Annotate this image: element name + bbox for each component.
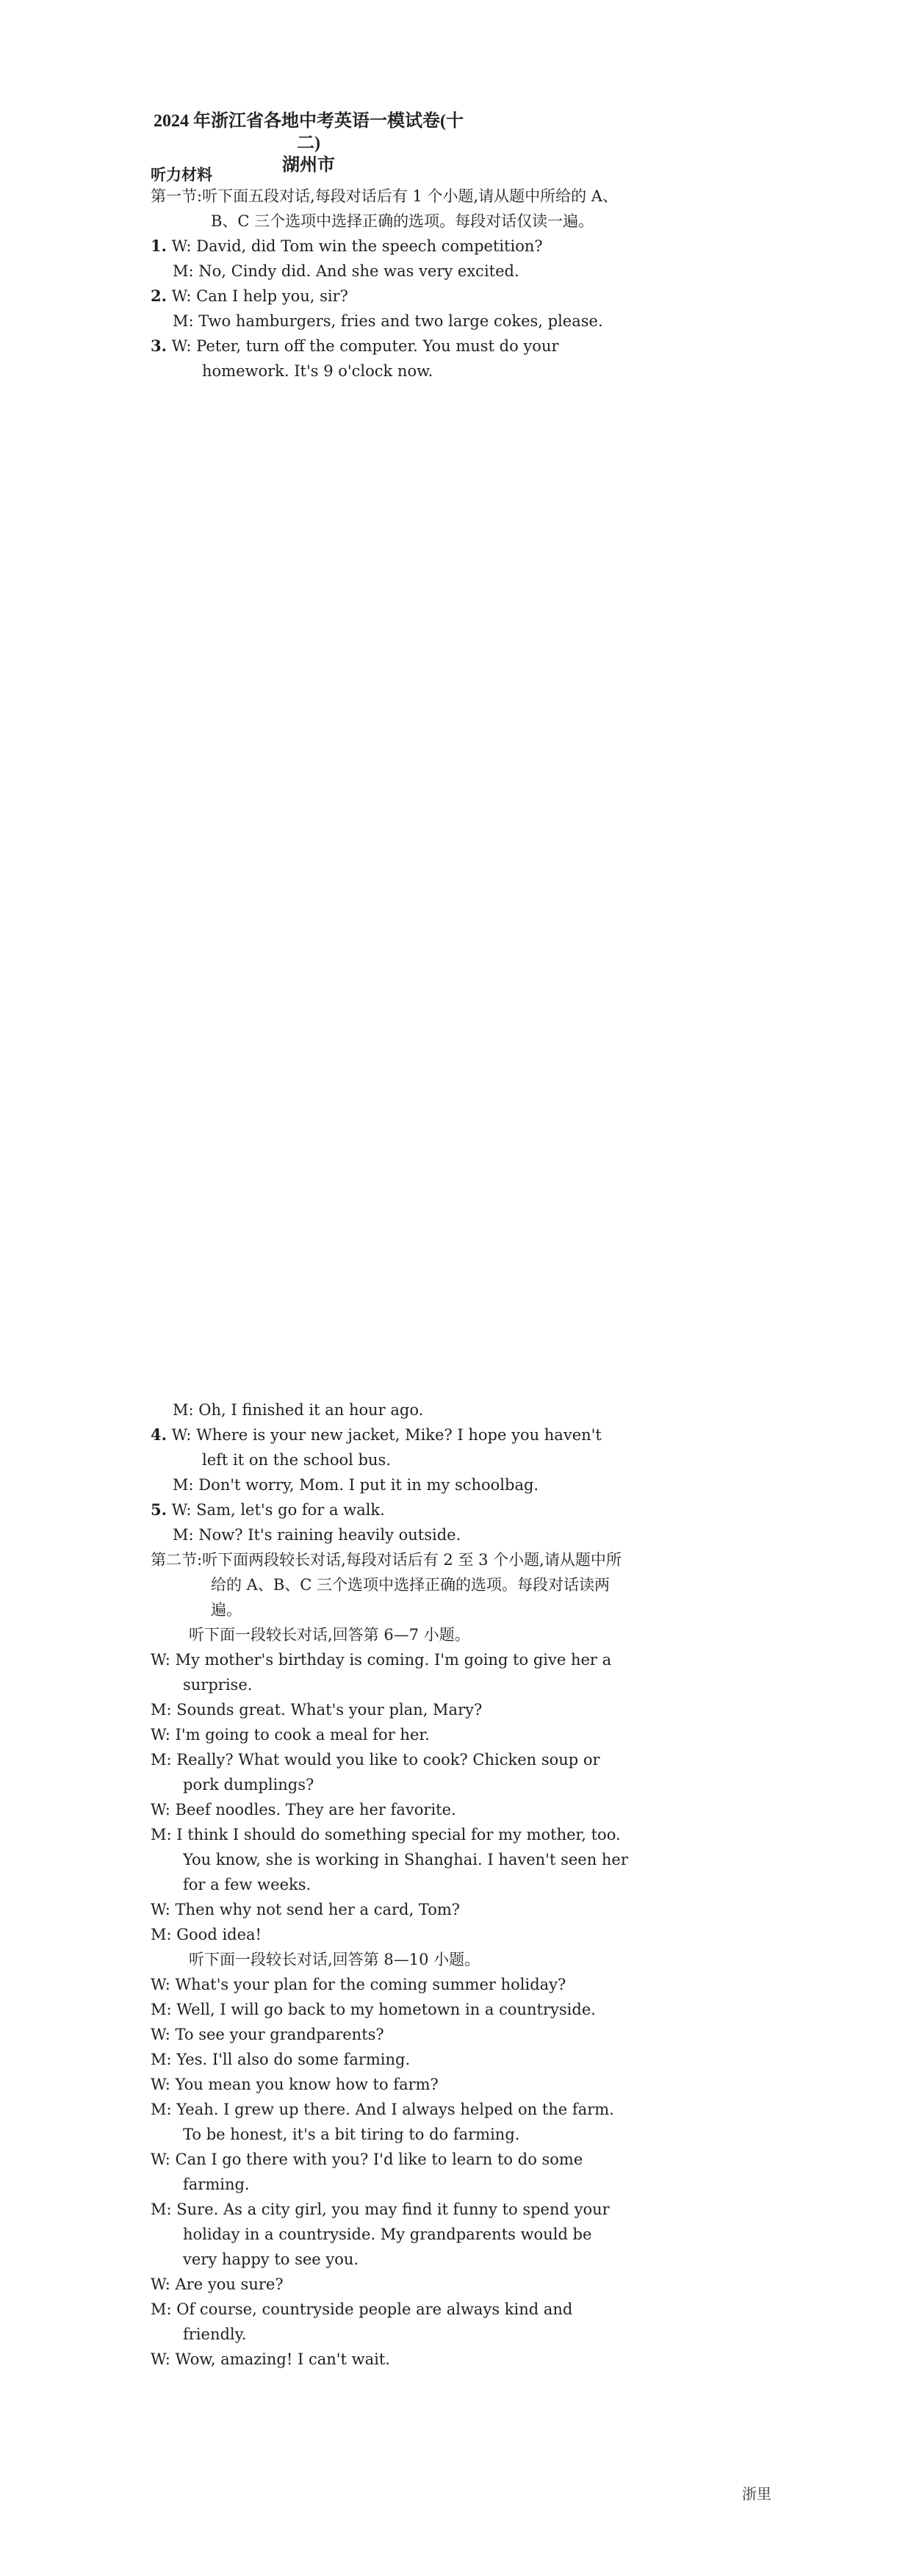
speaker-label: W: <box>171 287 192 305</box>
dialog2-intro: 听下面一段较长对话,回答第 8—10 小题。 <box>189 1951 480 1968</box>
speaker-label: W: <box>151 2275 170 2293</box>
dialog-line <box>151 2047 628 2072</box>
dialog-line <box>151 1747 628 1797</box>
speaker-label: W: <box>151 2026 170 2043</box>
dialog-line <box>151 1797 628 1822</box>
speaker-label: W: <box>151 2076 170 2093</box>
dialog-text: Sam, let's go for a walk. <box>196 1501 385 1519</box>
speaker-label: M: <box>151 2201 172 2218</box>
dialog-line <box>151 1922 628 1947</box>
dialog-text: Really? What would you like to cook? Chicken soup or pork dumplings? <box>176 1751 600 1794</box>
speaker-label: W: <box>171 1426 192 1444</box>
dialog-text: What's your plan for the coming summer holiday? <box>175 1976 566 1993</box>
dialog-line <box>151 2022 628 2047</box>
speaker-label: M: <box>151 2101 172 2118</box>
page-subtitle-city: 湖州市 <box>282 156 335 175</box>
speaker-label: W: <box>151 2151 170 2168</box>
dialog-text: Are you sure? <box>175 2275 284 2293</box>
speaker-label: W: <box>151 1976 170 1993</box>
speaker-label: M: <box>151 2300 172 2318</box>
dialog-line <box>151 2347 628 2372</box>
list-item <box>151 259 628 284</box>
dialog-text: Can I help you, sir? <box>196 287 348 305</box>
dialog-text: My mother's birthday is coming. I'm going to give her a surprise. <box>175 1651 612 1694</box>
dialog-text: Sure. As a city girl, you may find it funny to spend your holiday in a countryside. My grandparents would be very happy to see you. <box>176 2201 610 2268</box>
dialog-text: Where is your new jacket, Mike? I hope you haven't left it on the school bus. <box>196 1426 602 1469</box>
speaker-label: W: <box>151 1726 170 1744</box>
speaker-label: M: <box>173 1526 194 1544</box>
dialog-text: Sounds great. What's your plan, Mary? <box>176 1701 483 1719</box>
dialog-text: Yeah. I grew up there. And I always helped on the farm. To be honest, it's a bit tiring to do farming. <box>176 2101 614 2143</box>
list-item <box>151 1422 628 1472</box>
dialog-text: Now? It's raining heavily outside. <box>198 1526 461 1544</box>
dialog-line <box>151 2297 628 2347</box>
speaker-label: M: <box>173 262 194 280</box>
section-label: 听力材料 <box>151 165 212 184</box>
speaker-label: M: <box>151 2051 172 2068</box>
dialog-text: I think I should do something special for my mother, too. You know, she is working in Shanghai. I haven't seen her for a few weeks. <box>176 1826 628 1893</box>
speaker-label: M: <box>151 1826 172 1843</box>
dialog-line <box>151 1822 628 1897</box>
speaker-label: W: <box>151 1651 170 1669</box>
speaker-label: M: <box>173 1401 194 1419</box>
dialog-text: Of course, countryside people are always kind and friendly. <box>176 2300 573 2343</box>
dialog-text: Peter, turn off the computer. You must do your homework. It's 9 o'clock now. <box>196 337 559 380</box>
dialog-line <box>151 1997 628 2022</box>
dialog-line <box>151 2272 628 2297</box>
speaker-label: W: <box>171 237 192 255</box>
speaker-label: M: <box>173 312 194 330</box>
speaker-label: M: <box>151 1701 172 1719</box>
item-number: 4. <box>151 1425 167 1444</box>
dialog-text: Wow, amazing! I can't wait. <box>175 2350 390 2368</box>
dialog-line <box>151 2097 628 2147</box>
item-number: 3. <box>151 337 167 355</box>
continuation-block <box>151 1397 628 2372</box>
list-item <box>151 234 628 259</box>
part2-instruction: 第二节:听下面两段较长对话,每段对话后有 2 至 3 个小题,请从题中所给的 A、B、C 三个选项中选择正确的选项。每段对话读两遍。 <box>151 1551 622 1619</box>
list-item <box>151 284 628 309</box>
list-item <box>151 334 628 384</box>
speaker-label: M: <box>173 1476 194 1494</box>
part1-instruction: 第一节:听下面五段对话,每段对话后有 1 个小题,请从题中所给的 A、B、C 三个选项中选择正确的选项。每段对话仅读一遍。 <box>151 187 618 230</box>
dialog-line <box>151 2072 628 2097</box>
dialog2 <box>151 1972 628 2372</box>
page-title: 2024 年浙江省各地中考英语一模试卷(十二) <box>154 112 464 153</box>
dialog-line <box>151 1647 628 1697</box>
dialog-line <box>151 1697 628 1722</box>
dialog-line <box>151 1972 628 1997</box>
item-number: 2. <box>151 287 167 305</box>
speaker-label: M: <box>151 1926 172 1943</box>
dialog1-intro: 听下面一段较长对话,回答第 6—7 小题。 <box>189 1626 470 1644</box>
part1-block <box>151 184 628 384</box>
dialog-text: Then why not send her a card, Tom? <box>175 1901 461 1918</box>
dialog-text: Don't worry, Mom. I put it in my schoolbag. <box>198 1476 539 1494</box>
dialog-text: David, did Tom win the speech competition? <box>196 237 543 255</box>
list-item <box>151 1472 628 1497</box>
list-item <box>151 1522 628 1547</box>
dialog-text: Well, I will go back to my hometown in a countryside. <box>176 2001 596 2018</box>
list-item <box>151 1497 628 1522</box>
dialog1 <box>151 1647 628 1947</box>
dialog-line <box>151 1897 628 1922</box>
dialog-text: Yes. I'll also do some farming. <box>176 2051 411 2068</box>
list-item <box>151 1397 628 1422</box>
speaker-label: W: <box>151 1901 170 1918</box>
speaker-label: W: <box>151 1801 170 1818</box>
dialog-text: Can I go there with you? I'd like to learn to do some farming. <box>175 2151 583 2193</box>
dialog-text: To see your grandparents? <box>175 2026 384 2043</box>
dialog-text: You mean you know how to farm? <box>175 2076 439 2093</box>
speaker-label: W: <box>171 337 192 355</box>
dialog-text: Beef noodles. They are her favorite. <box>175 1801 456 1818</box>
dialog-text: I'm going to cook a meal for her. <box>175 1726 430 1744</box>
dialog-text: Oh, I finished it an hour ago. <box>198 1401 424 1419</box>
speaker-label: M: <box>151 1751 172 1769</box>
item-number: 1. <box>151 237 167 255</box>
speaker-label: W: <box>171 1501 192 1519</box>
dialog-line <box>151 1722 628 1747</box>
speaker-label: W: <box>151 2350 170 2368</box>
speaker-label: M: <box>151 2001 172 2018</box>
item-number: 5. <box>151 1500 167 1519</box>
dialog-text: No, Cindy did. And she was very excited. <box>198 262 519 280</box>
list-item <box>151 309 628 334</box>
dialog-text: Two hamburgers, fries and two large cokes, please. <box>198 312 603 330</box>
dialog-line <box>151 2147 628 2197</box>
page-footer-mark: 浙里 <box>742 2485 771 2503</box>
dialog-text: Good idea! <box>176 1926 262 1943</box>
dialog-line <box>151 2197 628 2272</box>
